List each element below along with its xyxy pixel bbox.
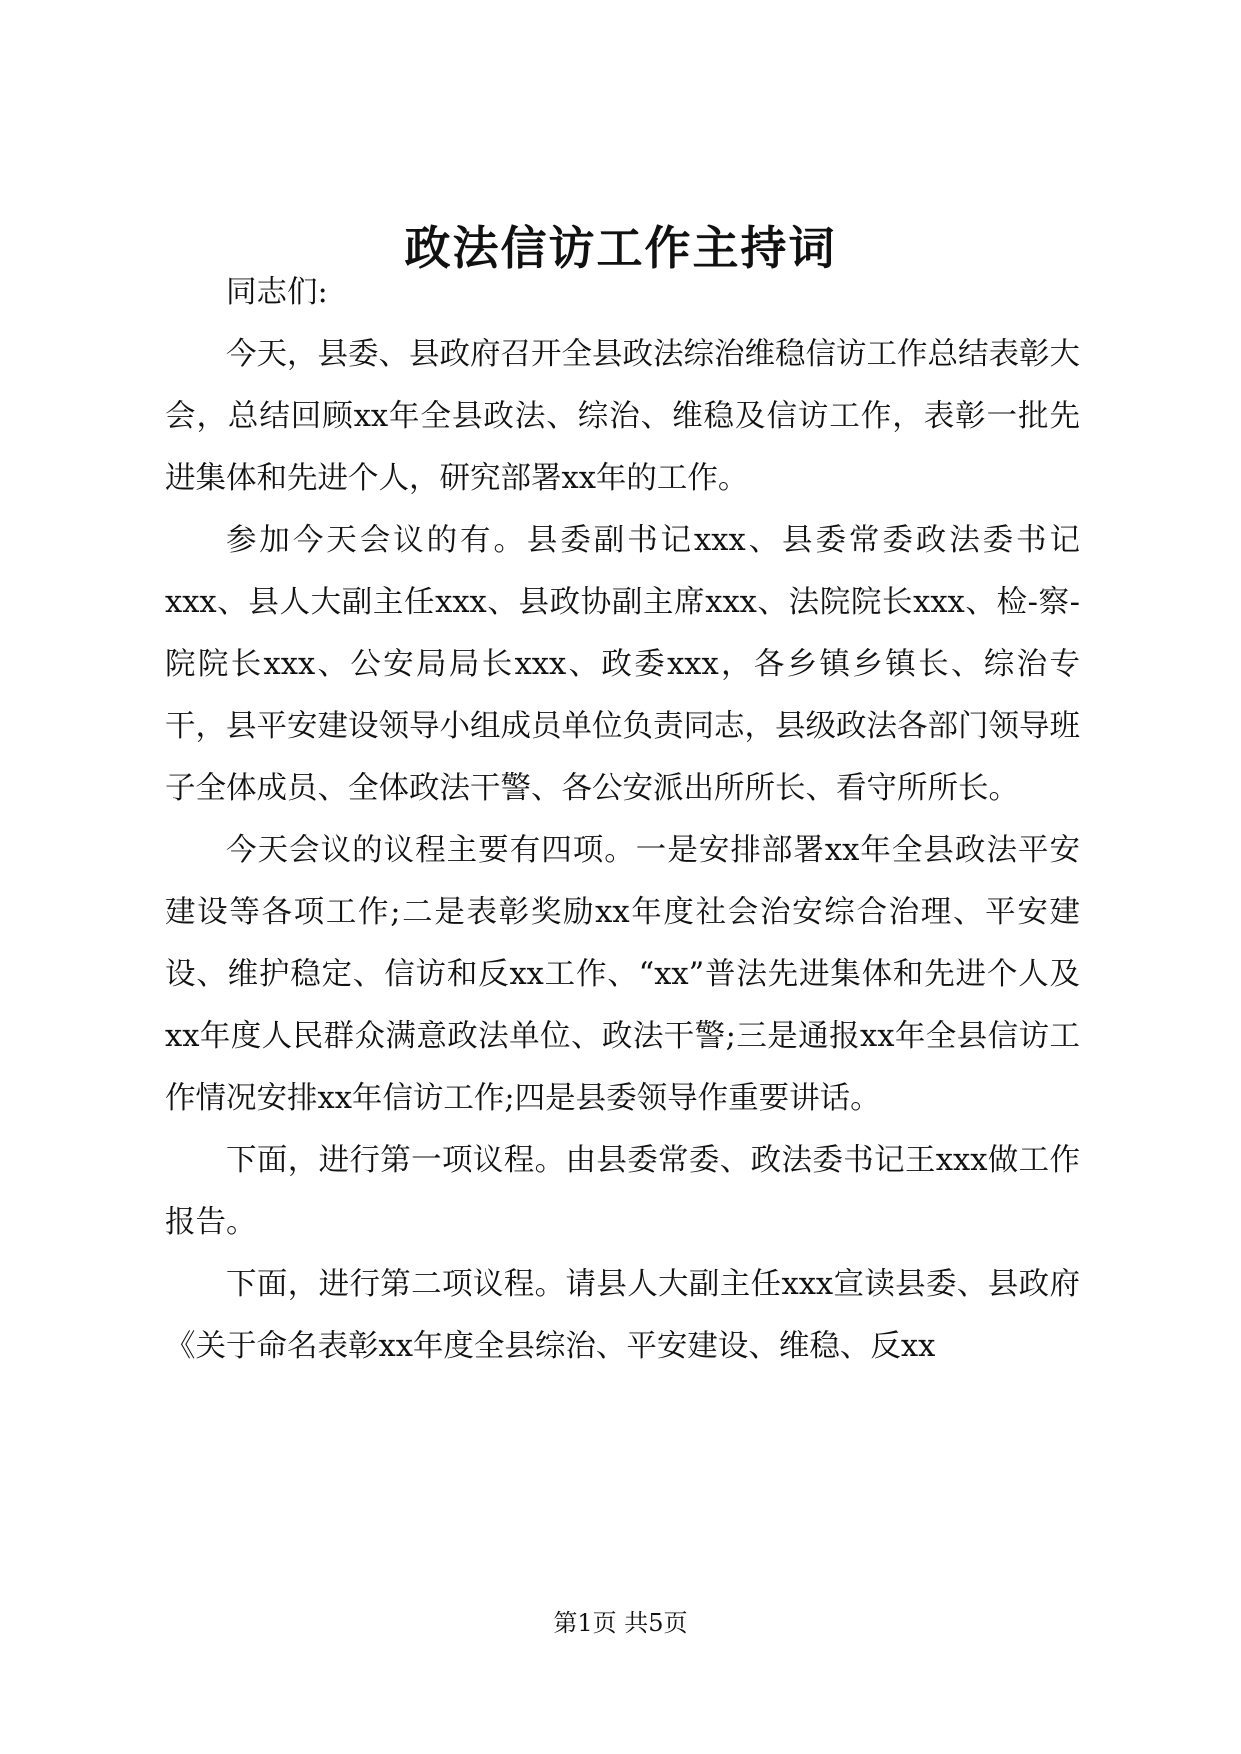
paragraph-agenda: 今天会议的议程主要有四项。一是安排部署xx年全县政法平安建设等各项工作;二是表彰奖励xx年度社会治安综合治理、平安建设、维护稳定、信访和反xx工作、“xx”普法先进集体和先进个人及xx年度人民群众满意政法单位、政法干警;三是通报xx年全县信访工作情况安排xx年信访工作;四是县委领导作重要讲话。 <box>165 833 1080 1116</box>
paragraph-agenda-item-1: 下面，进行第一项议程。由县委常委、政法委书记王xxx做工作报告。 <box>165 1143 1080 1240</box>
document-title: 政法信访工作主持词 <box>404 221 837 275</box>
page-number-footer: 第1页 共5页 <box>553 1609 688 1637</box>
paragraph-agenda-item-2: 下面，进行第二项议程。请县人大副主任xxx宣读县委、县政府《关于命名表彰xx年度全县综治、平安建设、维稳、反xx <box>165 1267 1080 1364</box>
paragraph-greeting: 同志们: <box>226 275 328 310</box>
paragraph-attendees: 参加今天会议的有。县委副书记xxx、县委常委政法委书记xxx、县人大副主任xxx、县政协副主席xxx、法院院长xxx、检-察-院院长xxx、公安局局长xxx、政委xxx，各乡镇乡镇长、综治专干，县平安建设领导小组成员单位负责同志，县级政法各部门领导班子全体成员、全体政法干警、各公安派出所所长、看守所所长。 <box>165 523 1080 806</box>
document-body <box>165 262 1080 1378</box>
paragraph-intro: 今天，县委、县政府召开全县政法综治维稳信访工作总结表彰大会，总结回顾xx年全县政法、综治、维稳及信访工作，表彰一批先进集体和先进个人，研究部署xx年的工作。 <box>165 337 1080 496</box>
